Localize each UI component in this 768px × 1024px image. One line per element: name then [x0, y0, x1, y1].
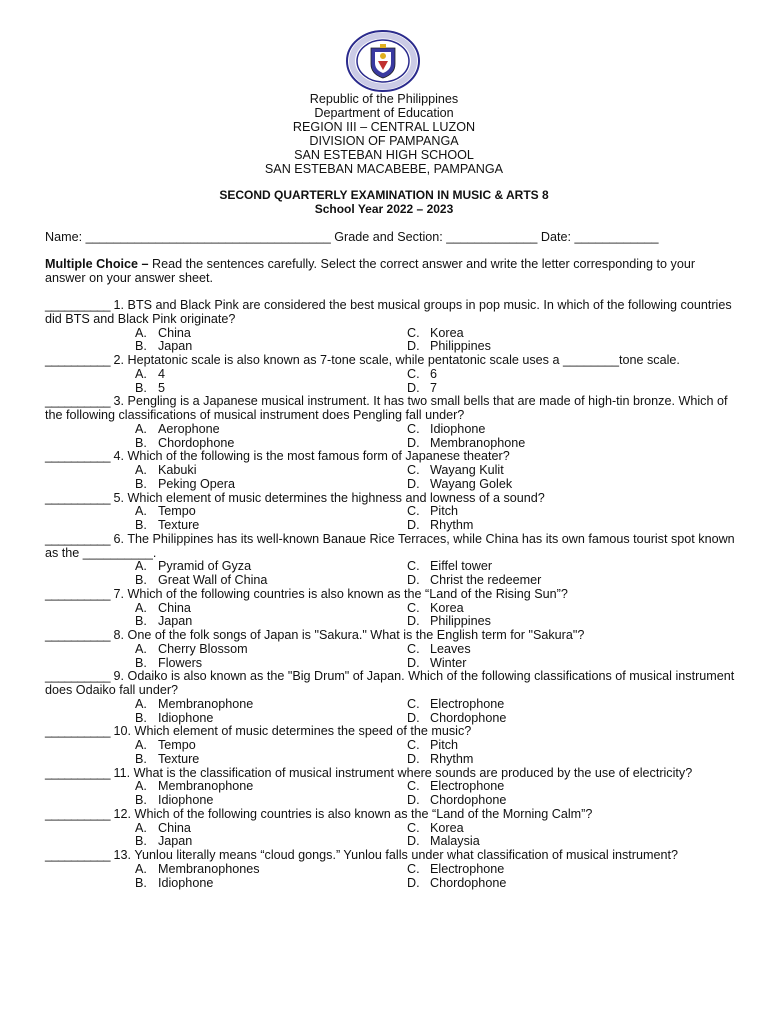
question-text — [45, 588, 735, 602]
question-8 — [45, 629, 735, 670]
option-text: Eiffel tower — [430, 559, 493, 574]
header-line-republic: Republic of the Philippines — [309, 92, 459, 106]
option-letter: C. — [407, 820, 420, 835]
date-label: Date: — [540, 230, 571, 244]
option-row — [45, 698, 735, 712]
option-text: Great Wall of China — [158, 573, 268, 587]
answer-option — [407, 643, 471, 657]
question-3 — [45, 395, 735, 450]
answer-option — [135, 657, 202, 671]
answer-option — [407, 478, 512, 492]
question-11 — [45, 767, 735, 808]
answer-blank[interactable]: __________ — [45, 586, 111, 601]
option-text: Pitch — [430, 738, 458, 752]
option-text: Rhythm — [430, 518, 474, 532]
header-line-region: REGION III – CENTRAL LUZON — [292, 120, 476, 134]
option-text: China — [158, 325, 191, 340]
answer-blank[interactable]: __________ — [45, 724, 111, 739]
option-row — [45, 382, 735, 396]
question-text — [45, 533, 735, 561]
option-letter: C. — [407, 779, 420, 794]
option-text: Korea — [430, 820, 464, 835]
option-row — [45, 822, 735, 836]
answer-option — [407, 698, 504, 712]
option-row — [45, 505, 735, 519]
option-letter: A. — [135, 779, 147, 794]
option-row — [45, 368, 735, 382]
option-letter: C. — [407, 504, 420, 519]
answer-option — [407, 822, 464, 836]
option-text: Philippines — [430, 339, 491, 354]
school-header — [0, 92, 768, 176]
answer-option — [407, 327, 464, 341]
answer-option — [135, 698, 253, 712]
answer-option — [135, 574, 267, 588]
answer-option — [407, 382, 437, 396]
option-text: Winter — [430, 655, 467, 670]
option-text: Aerophone — [158, 421, 220, 436]
option-letter: D. — [407, 751, 420, 766]
option-text: Flowers — [158, 655, 203, 670]
option-row — [45, 519, 735, 533]
answer-option — [135, 560, 251, 574]
option-row — [45, 478, 735, 492]
answer-option — [135, 327, 191, 341]
option-row — [45, 780, 735, 794]
question-text — [45, 450, 735, 464]
option-text: Korea — [430, 600, 464, 615]
option-row — [45, 835, 735, 849]
option-letter: B. — [135, 834, 147, 849]
exam-title — [0, 188, 768, 216]
question-5 — [45, 492, 735, 533]
question-list — [45, 299, 735, 890]
option-letter: B. — [135, 751, 147, 766]
option-text: Membranophone — [430, 435, 526, 450]
option-text: Christ the redeemer — [430, 573, 542, 587]
option-letter: B. — [135, 339, 147, 354]
option-row — [45, 464, 735, 478]
answer-option — [407, 835, 480, 849]
answer-option — [135, 739, 196, 753]
answer-option — [407, 464, 504, 478]
answer-option — [135, 780, 253, 794]
option-letter: A. — [135, 463, 147, 477]
question-stem: 6. The Philippines has its well-known Banaue Rice Terraces, while China has its own famous tourist spot known as the __________. — [45, 531, 735, 560]
question-stem: 10. Which element of music determines the speed of the music? — [110, 724, 472, 739]
answer-option — [135, 602, 191, 616]
option-text: Cherry Blossom — [158, 641, 248, 656]
grade-section-label: Grade and Section: — [334, 230, 443, 244]
option-letter: C. — [407, 463, 420, 477]
option-row — [45, 657, 735, 671]
answer-option — [135, 877, 213, 891]
option-letter: C. — [407, 641, 420, 656]
option-row — [45, 574, 735, 588]
question-text — [45, 395, 735, 423]
answer-option — [407, 340, 491, 354]
option-letter: B. — [135, 710, 147, 725]
option-row — [45, 863, 735, 877]
option-text: Malaysia — [430, 834, 480, 849]
answer-option — [407, 602, 464, 616]
option-text: Wayang Kulit — [430, 463, 504, 477]
option-text: Philippines — [430, 614, 491, 629]
option-text: Tempo — [158, 738, 196, 752]
option-text: Rhythm — [430, 751, 474, 766]
option-letter: A. — [135, 820, 147, 835]
option-letter: C. — [407, 559, 420, 574]
answer-option — [407, 794, 506, 808]
option-letter: B. — [135, 793, 147, 807]
answer-option — [407, 519, 473, 533]
option-letter: D. — [407, 339, 420, 354]
option-letter: B. — [135, 518, 147, 532]
question-stem: 12. Which of the following countries is also known as the “Land of the Morning Calm”? — [110, 806, 593, 821]
option-row — [45, 437, 735, 451]
question-12 — [45, 808, 735, 849]
option-row — [45, 615, 735, 629]
question-text — [45, 492, 735, 506]
option-text: Electrophone — [430, 696, 505, 711]
option-text: Electrophone — [430, 861, 505, 876]
answer-option — [407, 657, 466, 671]
question-text — [45, 808, 735, 822]
option-text: Tempo — [158, 504, 196, 519]
question-text — [45, 725, 735, 739]
option-text: Japan — [158, 834, 193, 849]
option-text: Membranophone — [158, 696, 254, 711]
question-stem: 9. Odaiko is also known as the "Big Drum" of Japan. Which of the following classifications of musical instrument does Odaiko fall under? — [45, 669, 735, 697]
option-letter: C. — [407, 325, 420, 340]
option-text: Idiophone — [158, 793, 214, 807]
option-letter: A. — [135, 641, 147, 656]
question-text — [45, 670, 735, 698]
question-text — [45, 767, 735, 781]
option-row — [45, 753, 735, 767]
answer-option — [135, 478, 235, 492]
option-text: Pitch — [430, 504, 458, 519]
question-stem: 4. Which of the following is the most famous form of Japanese theater? — [110, 449, 510, 464]
option-letter: C. — [407, 421, 420, 436]
answer-option — [135, 615, 192, 629]
answer-blank[interactable]: __________ — [45, 765, 111, 780]
question-stem: 13. Yunlou literally means “cloud gongs.” Yunlou falls under what classification of musical instrument? — [110, 848, 679, 862]
question-stem: 3. Pengling is a Japanese musical instrument. It has two small bells that are made of high-tin bronze. Which of the following classifications of musical instrument does Pengling fall under? — [45, 394, 728, 422]
option-row — [45, 602, 735, 616]
option-text: Chordophone — [430, 875, 507, 890]
option-row — [45, 794, 735, 808]
option-letter: B. — [135, 476, 147, 491]
answer-option — [135, 753, 199, 767]
option-letter: D. — [407, 655, 420, 670]
option-text: Membranophone — [158, 779, 254, 794]
option-row — [45, 877, 735, 891]
answer-option — [135, 519, 199, 533]
option-row — [45, 560, 735, 574]
question-10 — [45, 725, 735, 766]
question-text — [45, 299, 735, 327]
answer-blank[interactable]: __________ — [45, 669, 111, 684]
option-text: Leaves — [430, 641, 471, 656]
option-text: 5 — [158, 380, 166, 395]
option-letter: B. — [135, 573, 147, 587]
option-letter: C. — [407, 696, 420, 711]
answer-option — [135, 794, 213, 808]
answer-blank[interactable]: __________ — [45, 848, 111, 862]
question-stem: 2. Heptatonic scale is also known as 7-tone scale, while pentatonic scale uses a ________tone scale. — [110, 353, 680, 367]
option-text: Korea — [430, 325, 464, 340]
exam-title-main: SECOND QUARTERLY EXAMINATION IN MUSIC & ARTS 8 — [219, 188, 549, 202]
option-letter: C. — [407, 738, 420, 752]
option-text: Peking Opera — [158, 476, 236, 491]
option-text: Wayang Golek — [430, 476, 513, 491]
answer-option — [407, 423, 485, 437]
header-line-address: SAN ESTEBAN MACABEBE, PAMPANGA — [264, 162, 504, 176]
exam-school-year: School Year 2022 – 2023 — [314, 202, 454, 216]
option-row — [45, 423, 735, 437]
option-row — [45, 340, 735, 354]
option-letter: D. — [407, 793, 420, 807]
answer-option — [135, 712, 213, 726]
answer-blank[interactable]: __________ — [45, 806, 111, 821]
option-text: Membranophones — [158, 861, 260, 876]
option-letter: A. — [135, 421, 147, 436]
option-row — [45, 327, 735, 341]
option-text: Electrophone — [430, 779, 505, 794]
answer-option — [135, 835, 192, 849]
option-letter: D. — [407, 614, 420, 629]
question-stem: 11. What is the classification of musical instrument where sounds are produced by the use of electricity? — [110, 765, 693, 780]
option-letter: A. — [135, 504, 147, 519]
answer-option — [407, 739, 458, 753]
option-letter: D. — [407, 834, 420, 849]
option-letter: A. — [135, 861, 147, 876]
answer-option — [407, 437, 525, 451]
answer-option — [135, 822, 191, 836]
question-stem: 8. One of the folk songs of Japan is "Sakura." What is the English term for "Sakura"? — [110, 628, 585, 642]
option-letter: C. — [407, 861, 420, 876]
name-label: Name: — [45, 230, 83, 244]
option-text: Chordophone — [158, 435, 235, 450]
option-letter: D. — [407, 710, 420, 725]
option-text: Idiophone — [158, 875, 214, 890]
question-stem: 1. BTS and Black Pink are considered the best musical groups in pop music. In which of the following countries did BTS and Black Pink originate? — [45, 298, 732, 326]
option-row — [45, 712, 735, 726]
answer-option — [407, 863, 504, 877]
answer-blank[interactable]: __________ — [45, 353, 111, 367]
question-13 — [45, 849, 735, 890]
answer-option — [407, 753, 473, 767]
answer-option — [135, 863, 260, 877]
option-letter: A. — [135, 738, 147, 752]
option-letter: B. — [135, 435, 147, 450]
answer-option — [135, 423, 220, 437]
option-text: Chordophone — [430, 793, 507, 807]
option-letter: B. — [135, 614, 147, 629]
question-2 — [45, 354, 735, 395]
option-letter: D. — [407, 518, 420, 532]
answer-blank[interactable]: __________ — [45, 449, 111, 464]
option-text: 6 — [430, 366, 438, 381]
option-letter: D. — [407, 380, 420, 395]
option-letter: B. — [135, 875, 147, 890]
answer-blank[interactable]: __________ — [45, 298, 111, 312]
question-text — [45, 354, 735, 368]
answer-option — [407, 712, 506, 726]
question-7 — [45, 588, 735, 629]
option-letter: D. — [407, 435, 420, 450]
deped-seal-logo — [345, 30, 421, 92]
date-blank[interactable]: ____________ — [574, 230, 659, 244]
question-stem: 5. Which element of music determines the highness and lowness of a sound? — [110, 490, 545, 505]
answer-option — [407, 574, 541, 588]
instructions-label: Multiple Choice – — [45, 257, 149, 271]
name-blank[interactable]: ___________________________________ — [85, 230, 331, 244]
header-line-department: Department of Education — [314, 106, 454, 120]
option-text: China — [158, 820, 191, 835]
student-info-line — [45, 230, 735, 244]
question-text — [45, 629, 735, 643]
option-text: 7 — [430, 380, 438, 395]
question-text — [45, 849, 735, 863]
answer-blank[interactable]: __________ — [45, 531, 111, 546]
option-text: Texture — [158, 751, 200, 766]
answer-blank[interactable]: __________ — [45, 490, 111, 505]
option-text: Idiophone — [158, 710, 214, 725]
answer-option — [407, 780, 504, 794]
option-letter: A. — [135, 696, 147, 711]
answer-option — [135, 340, 192, 354]
option-letter: D. — [407, 573, 420, 587]
instructions-text: Read the sentences carefully. Select the correct answer and write the letter corresponding to your answer on your answer sheet. — [45, 257, 696, 285]
answer-option — [135, 437, 234, 451]
option-row — [45, 739, 735, 753]
option-letter: C. — [407, 366, 420, 381]
answer-option — [135, 643, 248, 657]
grade-section-blank[interactable]: _____________ — [446, 230, 538, 244]
option-text: Pyramid of Gyza — [158, 559, 252, 574]
answer-option — [135, 505, 196, 519]
option-letter: A. — [135, 366, 147, 381]
answer-option — [407, 615, 491, 629]
option-letter: D. — [407, 476, 420, 491]
option-text: Japan — [158, 339, 193, 354]
option-letter: A. — [135, 600, 147, 615]
option-text: Idiophone — [430, 421, 486, 436]
option-letter: B. — [135, 655, 147, 670]
question-stem: 7. Which of the following countries is also known as the “Land of the Rising Sun”? — [110, 586, 568, 601]
question-4 — [45, 450, 735, 491]
option-text: Japan — [158, 614, 193, 629]
answer-option — [407, 560, 492, 574]
option-letter: B. — [135, 380, 147, 395]
answer-option — [407, 368, 437, 382]
option-letter: C. — [407, 600, 420, 615]
answer-option — [135, 464, 197, 478]
answer-option — [135, 368, 165, 382]
option-text: China — [158, 600, 191, 615]
option-text: 4 — [158, 366, 166, 381]
answer-option — [407, 505, 458, 519]
instructions — [45, 258, 735, 285]
header-line-division: DIVISION OF PAMPANGA — [309, 134, 459, 148]
option-text: Texture — [158, 518, 200, 532]
question-1 — [45, 299, 735, 354]
answer-blank[interactable]: __________ — [45, 394, 111, 409]
answer-option — [135, 382, 165, 396]
question-6 — [45, 533, 735, 588]
header-line-school: SAN ESTEBAN HIGH SCHOOL — [294, 148, 474, 162]
option-letter: A. — [135, 559, 147, 574]
option-letter: D. — [407, 875, 420, 890]
answer-blank[interactable]: __________ — [45, 628, 111, 642]
option-row — [45, 643, 735, 657]
option-letter: A. — [135, 325, 147, 340]
option-text: Kabuki — [158, 463, 197, 477]
option-text: Chordophone — [430, 710, 507, 725]
question-9 — [45, 670, 735, 725]
answer-option — [407, 877, 506, 891]
